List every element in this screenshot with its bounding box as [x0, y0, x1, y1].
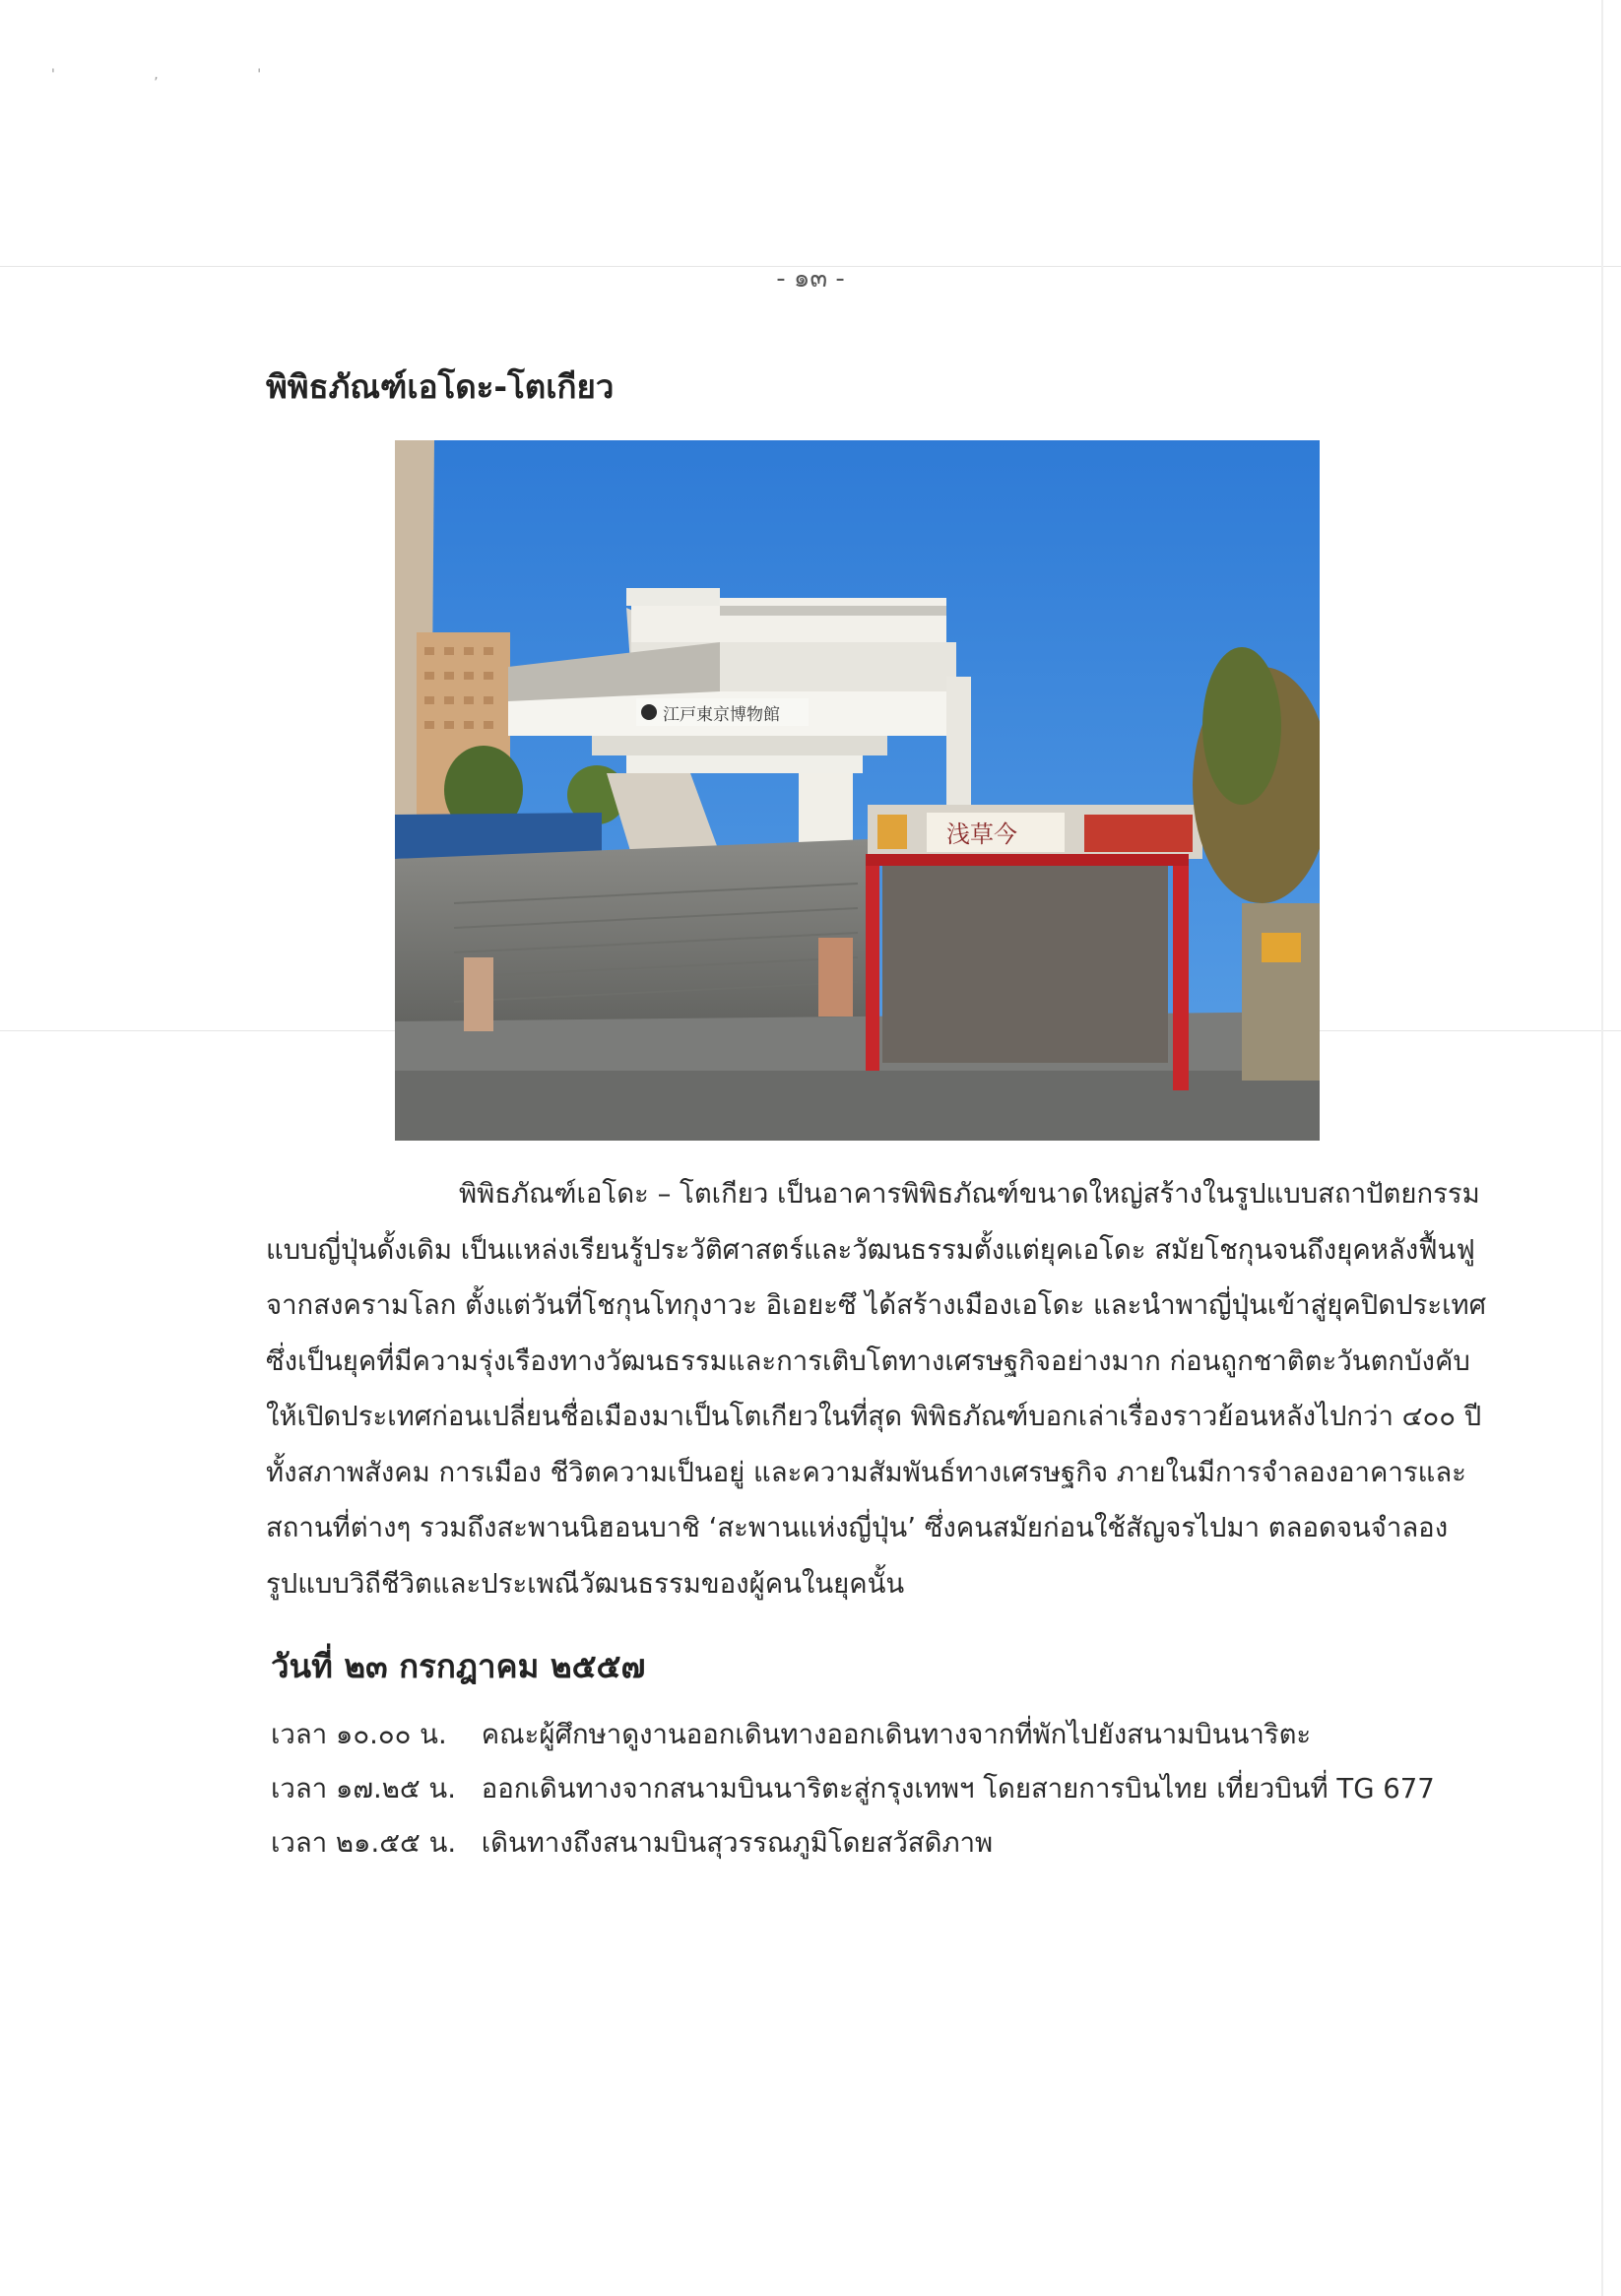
schedule-row — [271, 1708, 1403, 1762]
museum-photo-illustration — [395, 440, 1320, 1141]
gate-banner-text: 浅草今 — [946, 820, 1017, 848]
schedule-list — [271, 1708, 1435, 1870]
schedule-text: ออกเดินทางจากสนามบินนาริตะสู่กรุงเทพฯ โดยสายการบินไทย เที่ยวบินที่ TG 677 — [481, 1773, 1435, 1804]
museum-photo — [395, 440, 1320, 1141]
page-number: - ๑๓ - — [776, 264, 845, 294]
page-edge — [1601, 0, 1603, 2296]
section-title: พิพิธภัณฑ์เอโดะ-โตเกียว — [266, 367, 615, 406]
paragraph-line: จากสงครามโลก ตั้งแต่วันที่โชกุนโทกุงาวะ อิเอยะซึ ได้สร้างเมืองเอโดะ และนำพาญี่ปุ่นเข้าสู่ยุคปิดประเทศ — [266, 1289, 1487, 1321]
paragraph-line: ให้เปิดประเทศก่อนเปลี่ยนชื่อเมืองมาเป็นโตเกียวในที่สุด พิพิธภัณฑ์บอกเล่าเรื่องราวย้อนหลังไปกว่า ๔๐๐ ปี — [266, 1401, 1482, 1432]
schedule-text: คณะผู้ศึกษาดูงานออกเดินทางออกเดินทางจากที่พักไปยังสนามบินนาริตะ — [481, 1719, 1312, 1750]
schedule-time: เวลา ๑๗.๒๕ น. — [271, 1773, 456, 1804]
schedule-row — [271, 1816, 1403, 1870]
paragraph-line: รูปแบบวิถีชีวิตและประเพณีวัฒนธรรมของผู้คนในยุคนั้น — [266, 1567, 905, 1600]
schedule-time: เวลา ๒๑.๕๕ น. — [271, 1827, 457, 1859]
museum-sign-text: 江戸東京博物館 — [663, 705, 780, 725]
schedule-text: เดินทางถึงสนามบินสุวรรณภูมิโดยสวัสดิภาพ — [481, 1827, 994, 1859]
paragraph-line: พิพิธภัณฑ์เอโดะ – โตเกียว เป็นอาคารพิพิธภัณฑ์ขนาดใหญ่สร้างในรูปแบบสถาปัตยกรรม — [459, 1178, 1480, 1210]
paragraph-line: ทั้งสภาพสังคม การเมือง ชีวิตความเป็นอยู่ และความสัมพันธ์ทางเศรษฐกิจ ภายในมีการจำลองอาคารและ — [266, 1456, 1466, 1488]
date-heading: วันที่ ๒๓ กรกฎาคม ๒๕๕๗ — [271, 1647, 646, 1685]
scan-specks: ' , ' — [51, 67, 309, 83]
schedule-time: เวลา ๑๐.๐๐ น. — [271, 1719, 447, 1750]
paragraph-line: แบบญี่ปุ่นดั้งเดิม เป็นแหล่งเรียนรู้ประวัติศาสตร์และวัฒนธรรมตั้งแต่ยุคเอโดะ สมัยโชกุนจนถึงยุคหลังฟื้นฟู — [266, 1233, 1475, 1266]
paragraph-line: สถานที่ต่างๆ รวมถึงสะพานนิฮอนบาชิ ‘สะพานแห่งญี่ปุ่น’ ซึ่งคนสมัยก่อนใช้สัญจรไปมา ตลอดจนจำลอง — [266, 1512, 1449, 1543]
museum-description — [266, 1166, 1487, 1611]
paragraph-line: ซึ่งเป็นยุคที่มีความรุ่งเรืองทางวัฒนธรรมและการเติบโตทางเศรษฐกิจอย่างมาก ก่อนถูกชาติตะวันตกบังคับ — [266, 1345, 1470, 1377]
schedule-row — [271, 1762, 1435, 1816]
